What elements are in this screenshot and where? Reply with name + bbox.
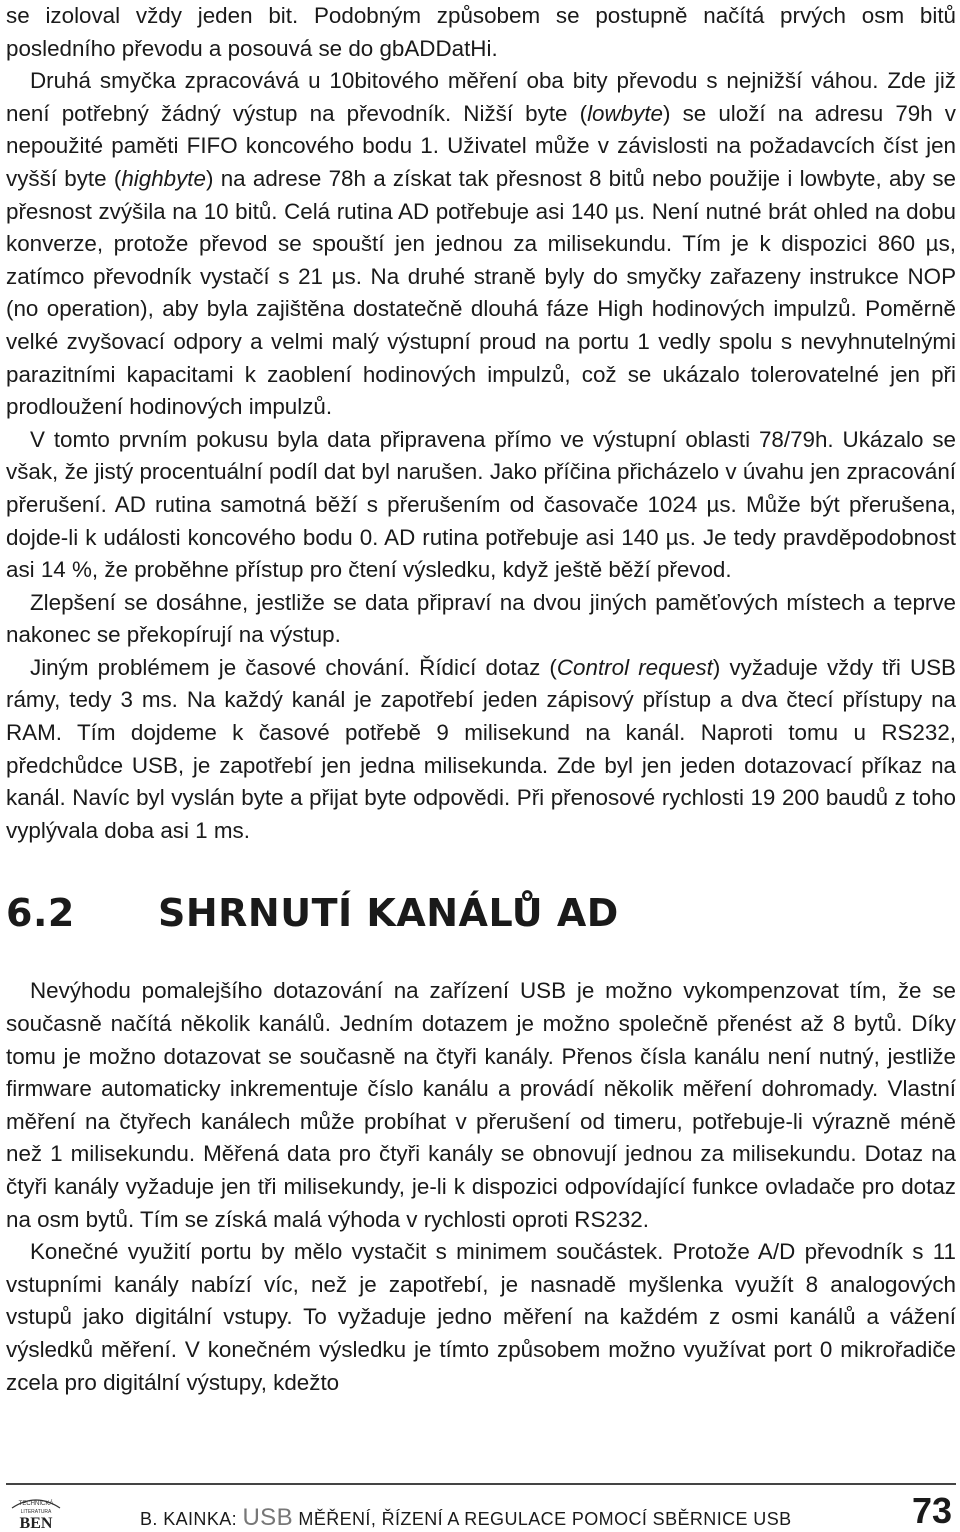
section-heading	[6, 891, 956, 935]
paragraph: Zlepšení se dosáhne, jestliže se data připraví na dvou jiných paměťových místech a teprve nakonec se překopírují na výstup.	[6, 589, 956, 648]
footer-rule	[6, 1483, 956, 1485]
footer-author: B. KAINKA	[140, 1509, 232, 1529]
page-footer	[6, 1490, 956, 1530]
logo-top-text: TECHNICKÁ	[18, 1501, 54, 1507]
page-number: 73	[911, 1490, 952, 1531]
section-number: 6.2	[6, 891, 75, 936]
footer-usb: USB	[242, 1504, 294, 1531]
logo-mark-text: BEN	[19, 1515, 53, 1530]
section-title: SHRNUTÍ KANÁLŮ AD	[158, 891, 619, 936]
paragraph: Druhá smyčka zpracovává u 10bitového měření oba bity převodu s nejnižší váhou. Zde již není potřebný žádný výstup na převodník. Nižší byte (lowbyte) se uloží na adresu 79h v nepoužité paměti FIFO koncového bodu 1. Uživatel může v závislosti na požadavcích číst jen vyšší byte (highbyte) na adrese 78h a získat tak přesnost 8 bitů nebo použije i lowbyte, aby se přesnost zvýšila na 10 bitů. Celá rutina AD potřebuje asi 140 µs. Není nutné brát ohled na dobu konverze, protože převod se spouští jen jednou za milisekundu. Tím je k dispozici 860 µs, zatímco převodník vystačí s 21 µs. Na druhé straně byly do smyčky zařazeny instrukce NOP (no operation), aby byla zajištěna dostatečně dlouhá fáze High hodinových impulzů. Poměrně velké zvyšovací odpory a velmi malý výstupní proud na portu 1 vedly spolu s nevyhnutelnými parazitními kapacitami k zaoblení hodinových impulzů, což se ukázalo tolerovatelné jen při prodloužení hodinových impulzů.	[6, 68, 956, 420]
body-text-bottom	[6, 975, 956, 1399]
footer-title	[140, 1504, 792, 1532]
page-body	[6, 0, 956, 1399]
footer-book-title: MĚŘENÍ, ŘÍZENÍ A REGULACE POMOCÍ SBĚRNICE USB	[298, 1509, 792, 1529]
logo-mid-text: LITERATURA	[20, 1509, 52, 1515]
footer-sep: :	[231, 1509, 238, 1529]
paragraph: Jiným problémem je časové chování. Řídicí dotaz (Control request) vyžaduje vždy tři USB rámy, tedy 3 ms. Na každý kanál je zapotřebí jeden zápisový přístup a dva čtecí přístupy na RAM. Tím dojdeme k časové potřebě 9 milisekund na kanál. Naproti tomu u RS232, předchůdce USB, je zapotřebí jen jedna milisekunda. Zde byl jen jeden dotazovací příkaz na kanál. Navíc byl vyslán byte a přijat byte odpovědi. Při přenosové rychlosti 19 200 baudů z toho vyplývala doba asi 1 ms.	[6, 654, 956, 843]
ben-logo-icon	[6, 1492, 66, 1530]
body-text-top	[6, 0, 956, 847]
paragraph: Nevýhodu pomalejšího dotazování na zařízení USB je možno vykompenzovat tím, že se současně načítá několik kanálů. Jedním dotazem je možno společně přenést až 8 bytů. Díky tomu je možno dotazovat se současně na čtyři kanály. Přenos čísla kanálu není nutný, jestliže firmware automaticky inkrementuje číslo kanálu a provádí několik měření dohromady. Vlastní měření na čtyřech kanálech může probíhat v přerušení od timeru, potřebuje-li výrazně méně než 1 milisekundu. Měřená data pro čtyři kanály se obnovují jednou za milisekundu. Dotaz na čtyři kanály vyžaduje jen tři milisekundy, je-li k dispozici odpovídající funkce ovladače pro dotaz na osm bytů. Tím se získá malá výhoda v rychlosti oproti RS232.	[6, 978, 956, 1232]
paragraph: se izoloval vždy jeden bit. Podobným způsobem se postupně načítá prvých osm bitů posledního převodu a posouvá se do gbADDatHi.	[6, 3, 956, 61]
paragraph: Konečné využití portu by mělo vystačit s minimem součástek. Protože A/D převodník s 11 vstupními kanály nabízí víc, než je zapotřebí, je nasnadě myšlenka využít 8 analogových vstupů jako digitální vstupy. To vyžaduje jedno měření na každém z osmi kanálů a vážení výsledků měření. V konečném výsledku je tímto způsobem možno využívat port 0 mikrořadiče zcela pro digitální výstupy, kdežto	[6, 1239, 956, 1395]
paragraph: V tomto prvním pokusu byla data připravena přímo ve výstupní oblasti 78/79h. Ukázalo se však, že jistý procentuální podíl dat byl narušen. Jako příčina přicházelo v úvahu jen zpracování přerušení. AD rutina samotná běží s přerušením od časovače 1024 µs. Může být přerušena, dojde-li k události koncového bodu 0. AD rutina potřebuje asi 140 µs. Je tedy pravděpodobnost asi 14 %, že proběhne přístup pro čtení výsledku, když ještě běží převod.	[6, 426, 956, 583]
